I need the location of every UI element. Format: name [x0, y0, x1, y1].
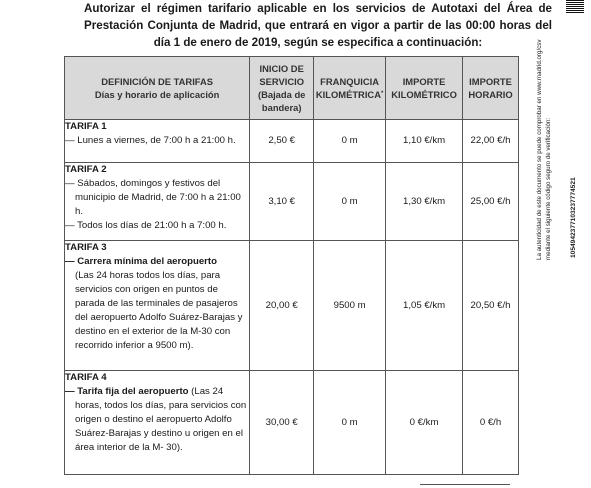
- tarifa-franquicia: 9500 m: [314, 241, 386, 371]
- tarifa-bold-item: — Tarifa fija del aeropuerto: [65, 386, 189, 397]
- tarifa-4-definition: [65, 371, 250, 475]
- table-row: [65, 120, 519, 163]
- intro-paragraph: Autorizar el régimen tarifario aplicable en los servicios de Autotaxi del Área de Prestación Conjunta de Madrid, que entrará en vigor a partir de las 00:00 horas del día 1 de enero de 2019, según se especifica a continuación:: [84, 2, 552, 49]
- tarifa-3-definition: [65, 241, 250, 371]
- csv-verification-instruction: mediante el siguiente código seguro de verificación:: [545, 117, 552, 260]
- tarifa-franquicia: 0 m: [314, 120, 386, 163]
- tarifa-name: TARIFA 2: [65, 164, 107, 175]
- tariff-table: [64, 56, 519, 475]
- tarifa-importe-km: 1,30 €/km: [386, 163, 463, 241]
- csv-code: 1054942377103237774521: [570, 177, 577, 258]
- header-franquicia: [314, 57, 386, 120]
- tarifa-name: TARIFA 3: [65, 242, 107, 253]
- tarifa-schedule: [65, 385, 249, 455]
- tarifa-importe-horario: 25,00 €/h: [463, 163, 519, 241]
- tarifa-detail: (Las 24 horas, todos los días, para servicios con origen o destino el aeropuerto Adolfo Suárez-Barajas y destino u origen en el área interior de la M- 30).: [75, 386, 247, 453]
- signature-line: [420, 484, 510, 485]
- table-row: [65, 163, 519, 241]
- tarifa-bold-item: — Carrera mínima del aeropuerto: [65, 256, 217, 267]
- header-inicio: INICIO DE SERVICIO (Bajada de bandera): [250, 57, 314, 120]
- table-header-row: [65, 57, 519, 120]
- tarifa-importe-horario: 20,50 €/h: [463, 241, 519, 371]
- tarifa-inicio: 2,50 €: [250, 120, 314, 163]
- tarifa-2-definition: [65, 163, 250, 241]
- table-row: [65, 371, 519, 475]
- header-importe-horario: IMPORTE HORARIO: [463, 57, 519, 120]
- tarifa-importe-km: 0 €/km: [386, 371, 463, 475]
- tarifa-franquicia: 0 m: [314, 163, 386, 241]
- header-definicion-title: DEFINICIÓN DE TARIFAS: [101, 76, 214, 87]
- csv-verification-text: La autenticidad de este documento se puede comprobar en www.madrid.org/csv: [536, 39, 543, 260]
- tarifa-franquicia: 0 m: [314, 371, 386, 475]
- tarifa-1-definition: [65, 120, 250, 163]
- header-definicion: [65, 57, 250, 120]
- tarifa-schedule: [65, 255, 249, 269]
- tarifa-schedule: — Sábados, domingos y festivos del municipio de Madrid, de 7:00 h a 21:00 h.: [65, 178, 241, 217]
- tarifa-inicio: 3,10 €: [250, 163, 314, 241]
- tarifa-inicio: 30,00 €: [250, 371, 314, 475]
- header-franquicia-label: FRANQUICIA KILOMÉTRICA: [315, 76, 381, 100]
- tarifa-importe-horario: 0 €/h: [463, 371, 519, 475]
- barcode-image: [566, 0, 584, 14]
- table-row: [65, 241, 519, 371]
- tarifa-schedule: — Lunes a viernes, de 7:00 h a 21:00 h.: [65, 135, 236, 146]
- tarifa-importe-horario: 22,00 €/h: [463, 120, 519, 163]
- tarifa-schedule: — Todos los días de 21:00 h a 7:00 h.: [65, 220, 227, 231]
- tarifa-inicio: 20,00 €: [250, 241, 314, 371]
- tarifa-importe-km: 1,10 €/km: [386, 120, 463, 163]
- tarifa-detail: (Las 24 horas todos los días, para servicios con origen en puntos de parada de las terminales de pasajeros del aeropuerto Adolfo Suárez-Barajas y destino en el exterior de la M-30 con recorrido inferior a 9500 m).: [75, 270, 243, 351]
- tarifa-name: TARIFA 1: [65, 121, 107, 132]
- tarifa-name: TARIFA 4: [65, 372, 107, 383]
- header-franquicia-footnote-mark: *: [380, 91, 384, 97]
- tarifa-importe-km: 1,05 €/km: [386, 241, 463, 371]
- header-importe-km: IMPORTE KILOMÉTRICO: [386, 57, 463, 120]
- header-definicion-subtitle: Días y horario de aplicación: [94, 89, 220, 100]
